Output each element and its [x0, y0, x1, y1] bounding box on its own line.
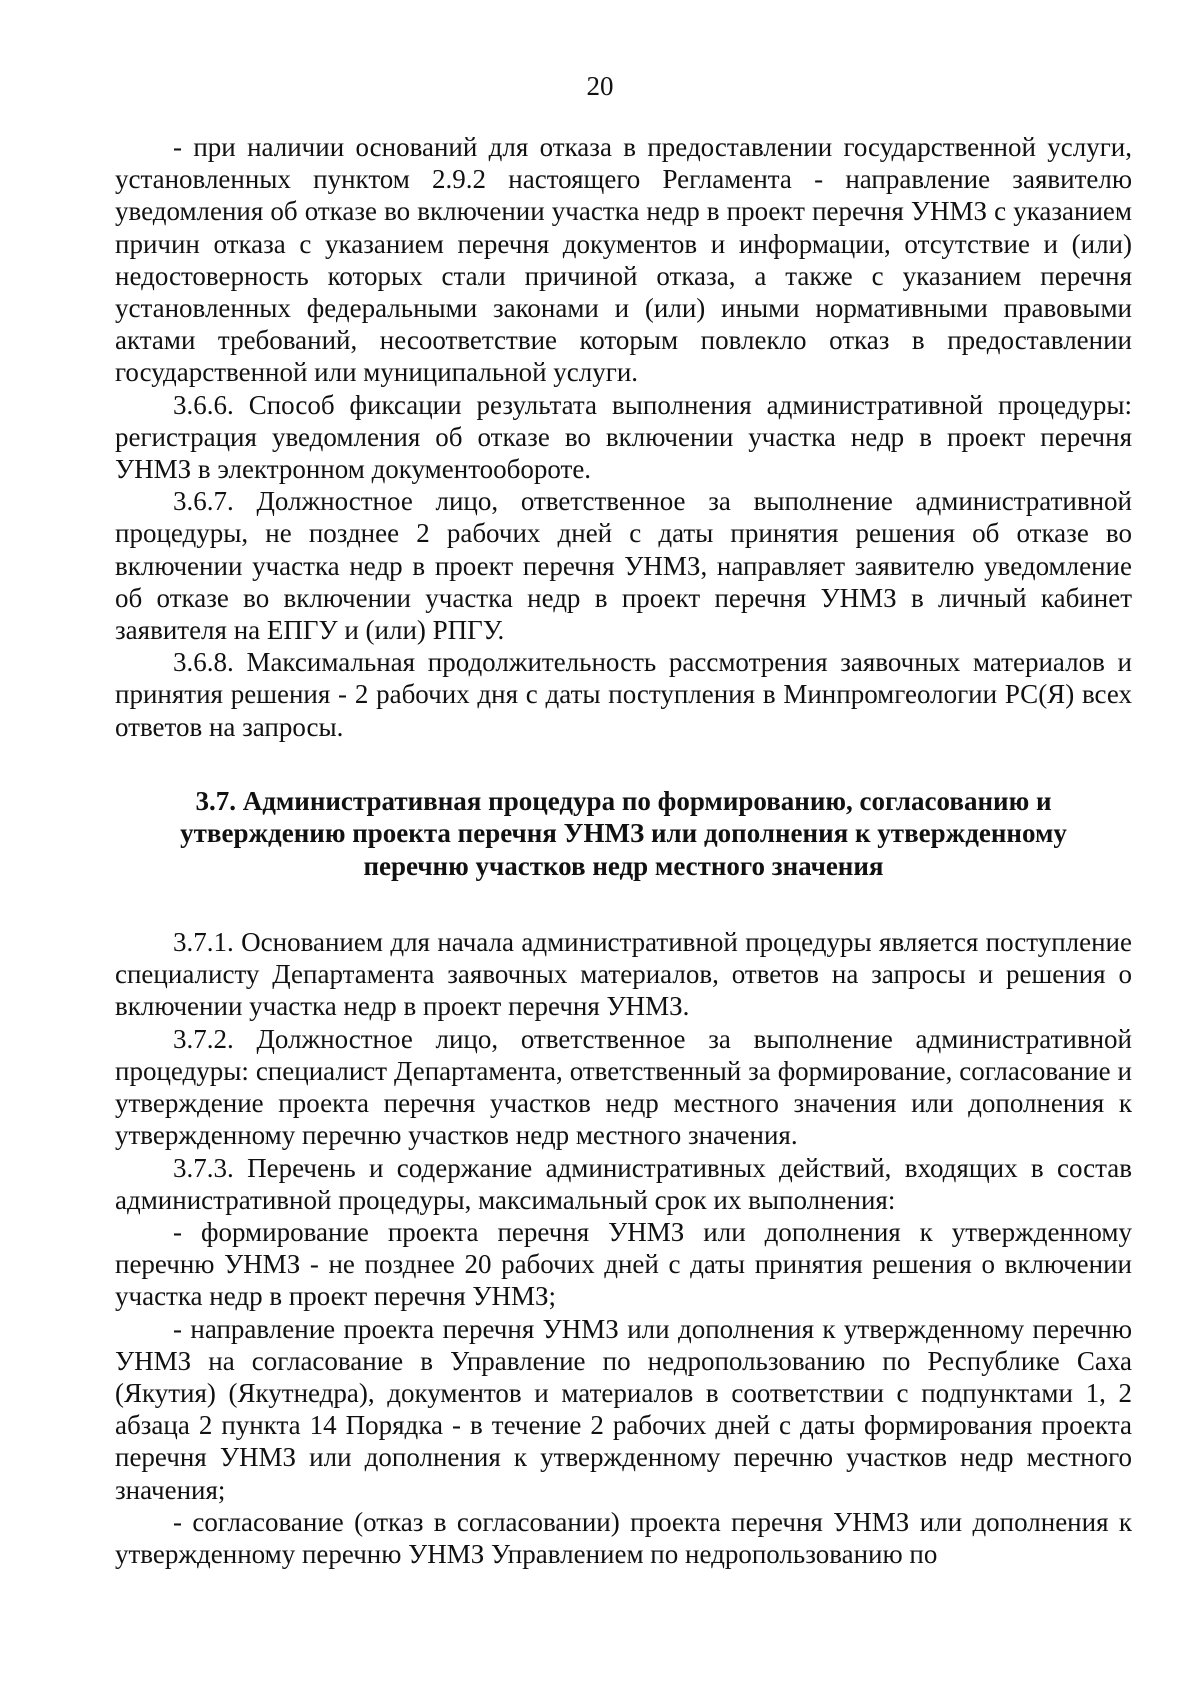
- paragraph-3-7-1: 3.7.1. Основанием для начала административной процедуры является поступление специалисту Департамента заявочных материалов, ответов на запросы и решения о включении участка недр в проект перечня УНМЗ.: [115, 927, 1132, 1022]
- paragraph-3-6-6: 3.6.6. Способ фиксации результата выполнения административной процедуры: регистрация уведомления об отказе во включении участка недр в проект перечня УНМЗ в электронном документообороте.: [115, 389, 1132, 485]
- paragraph-3-7-2: 3.7.2. Должностное лицо, ответственное за выполнение административной процедуры: специалист Департамента, ответственный за формирование, согласование и утверждение проекта перечня участков недр местного значения или дополнения к утвержденному перечню участков недр местного значения.: [115, 1023, 1132, 1151]
- document-body: [115, 131, 1132, 1570]
- paragraph-3-6-7: 3.6.7. Должностное лицо, ответственное за выполнение административной процедуры, не позднее 2 рабочих дней с даты принятия решения об отказе во включении участка недр в проект перечня УНМЗ, направляет заявителю уведомление об отказе во включении участка недр в проект перечня УНМЗ в личный кабинет заявителя на ЕПГУ и (или) РПГУ.: [115, 486, 1132, 646]
- paragraph-3-7-3: 3.7.3. Перечень и содержание административных действий, входящих в состав административной процедуры, максимальный срок их выполнения:: [115, 1152, 1132, 1215]
- list-item-submission: - направление проекта перечня УНМЗ или дополнения к утвержденному перечню УНМЗ на согласование в Управление по недропользованию по Республике Саха (Якутия) (Якутнедра), документов и материалов в соответствии с подпунктами 1, 2 абзаца 2 пункта 14 Порядка - в течение 2 рабочих дней с даты формирования проекта перечня УНМЗ или дополнения к утвержденному перечню участков недр местного значения;: [115, 1313, 1132, 1505]
- section-heading-3-7: 3.7. Административная процедура по формированию, согласованию и утверждению проекта перечня УНМЗ или дополнения к утвержденному перечню участков недр местного значения: [180, 785, 1067, 881]
- list-item-approval: - согласование (отказ в согласовании) проекта перечня УНМЗ или дополнения к утвержденному перечню УНМЗ Управлением по недропользованию по: [115, 1506, 1132, 1569]
- paragraph-refusal-grounds: - при наличии оснований для отказа в предоставлении государственной услуги, установленных пунктом 2.9.2 настоящего Регламента - направление заявителю уведомления об отказе во включении участка недр в проект перечня УНМЗ с указанием причин отказа с указанием перечня документов и информации, отсутствие и (или) недостоверность которых стали причиной отказа, а также с указанием перечня установленных федеральными законами и (или) иными нормативными правовыми актами требований, несоответствие которым повлекло отказ в предоставлении государственной или муниципальной услуги.: [115, 132, 1132, 388]
- page-number: 20: [586, 71, 614, 101]
- paragraph-3-6-8: 3.6.8. Максимальная продолжительность рассмотрения заявочных материалов и принятия решения - 2 рабочих дня с даты поступления в Минпромгеологии РС(Я) всех ответов на запросы.: [115, 647, 1132, 742]
- list-item-formation: - формирование проекта перечня УНМЗ или дополнения к утвержденному перечню УНМЗ - не позднее 20 рабочих дней с даты принятия решения о включении участка недр в проект перечня УНМЗ;: [115, 1216, 1132, 1312]
